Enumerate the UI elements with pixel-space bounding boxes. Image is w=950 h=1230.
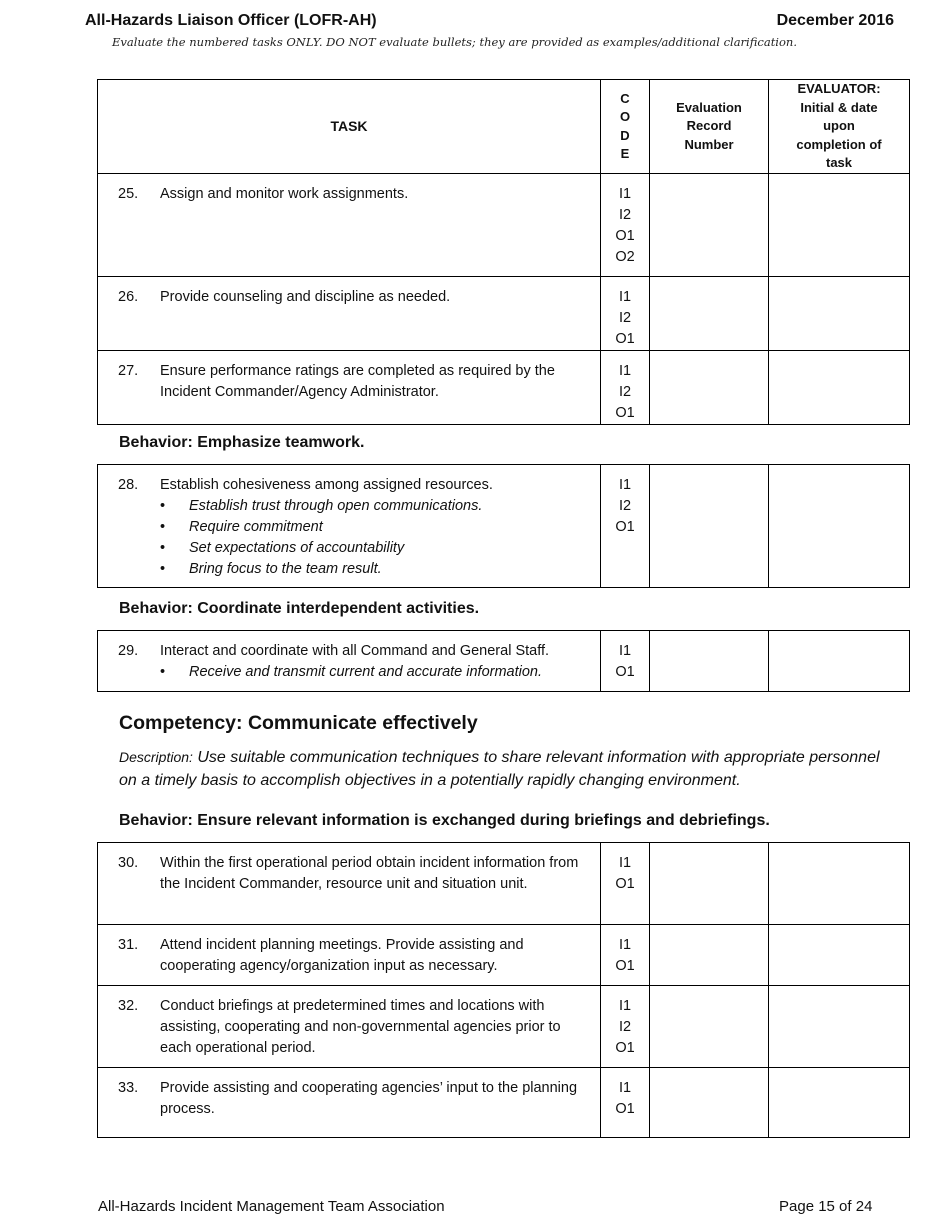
task-code: I1	[618, 363, 632, 379]
task-code: I1	[618, 186, 632, 202]
task-table-2	[97, 464, 910, 588]
competency-description	[119, 746, 889, 792]
eval-record-cell[interactable]	[650, 277, 769, 351]
description-text: Use suitable communication techniques to share relevant information with appropriate personnel on a timely basis to accomplish objectives in a potentially rapidly changing environment.	[119, 749, 880, 789]
evaluator-cell[interactable]	[769, 925, 910, 986]
task-number: 26.	[118, 289, 139, 305]
task-number: 28.	[118, 477, 139, 493]
task-number: 27.	[118, 363, 139, 379]
task-code: O1	[615, 1101, 635, 1117]
task-code: O1	[615, 1040, 635, 1056]
task-code: O1	[615, 876, 635, 892]
evaluator-cell[interactable]	[769, 843, 910, 925]
bullet-item: • Establish trust through open communications.	[160, 496, 592, 517]
task-table-4	[97, 842, 910, 1138]
task-bullets	[118, 496, 592, 580]
task-row-32	[98, 986, 910, 1068]
evaluator-cell[interactable]	[769, 986, 910, 1068]
code-letter: E	[620, 146, 630, 161]
task-text: Provide counseling and discipline as needed.	[160, 289, 451, 305]
task-number: 29.	[118, 643, 139, 659]
task-code: I1	[618, 998, 632, 1014]
evaluator-cell[interactable]	[769, 277, 910, 351]
task-text: Provide assisting and cooperating agencies’ input to the planning process.	[160, 1080, 578, 1117]
eval-record-cell[interactable]	[650, 1068, 769, 1138]
task-code: I1	[618, 1080, 632, 1096]
eval-record-cell[interactable]	[650, 925, 769, 986]
evaluator-cell[interactable]	[769, 631, 910, 692]
task-code: O1	[615, 405, 635, 421]
table-header-row	[98, 80, 910, 174]
task-code: I1	[618, 289, 632, 305]
task-code: O1	[615, 664, 635, 680]
code-column-header	[601, 80, 650, 174]
header-line: Initial & date	[800, 99, 878, 115]
task-text: Ensure performance ratings are completed as required by the Incident Commander/Agency Administrator.	[160, 363, 555, 400]
evaluator-cell[interactable]	[769, 1068, 910, 1138]
bullet-item: • Set expectations of accountability	[160, 538, 592, 559]
header-line: completion of	[796, 136, 882, 152]
task-text: Attend incident planning meetings. Provide assisting and cooperating agency/organization input as necessary.	[160, 937, 524, 974]
page-number: Page 15 of 24	[779, 1198, 873, 1215]
evaluation-note: Evaluate the numbered tasks ONLY. DO NOT evaluate bullets; they are provided as examples/additional clarification.	[112, 35, 797, 49]
task-code: I2	[618, 207, 632, 223]
task-text: Within the first operational period obtain incident information from the Incident Commander, resource unit and situation unit.	[160, 855, 579, 892]
task-text: Establish cohesiveness among assigned resources.	[160, 477, 493, 493]
task-column-header: TASK	[98, 80, 601, 174]
task-number: 25.	[118, 186, 139, 202]
task-text: Assign and monitor work assignments.	[160, 186, 409, 202]
eval-record-cell[interactable]	[650, 986, 769, 1068]
task-code: O2	[615, 249, 635, 265]
code-letter: C	[620, 90, 630, 106]
task-code: I2	[618, 384, 632, 400]
eval-record-cell[interactable]	[650, 465, 769, 588]
task-row-26	[98, 277, 910, 351]
task-code: I1	[618, 477, 632, 493]
header-line: Evaluation	[676, 99, 742, 115]
code-letter: D	[620, 127, 630, 143]
task-row-31	[98, 925, 910, 986]
evaluator-cell[interactable]	[769, 351, 910, 425]
eval-record-cell[interactable]	[650, 631, 769, 692]
header-line: task	[825, 155, 853, 171]
task-bullets	[118, 662, 592, 683]
task-row-25	[98, 174, 910, 277]
description-label: Description:	[119, 749, 193, 765]
behavior-heading: Behavior: Coordinate interdependent activities.	[119, 600, 480, 617]
eval-record-cell[interactable]	[650, 174, 769, 277]
task-code: O1	[615, 519, 635, 535]
task-row-30	[98, 843, 910, 925]
task-row-28	[98, 465, 910, 588]
document-title: All-Hazards Liaison Officer (LOFR-AH)	[85, 12, 377, 29]
task-code: I2	[618, 498, 632, 514]
task-code: O1	[615, 958, 635, 974]
task-table-3	[97, 630, 910, 692]
header-line: upon	[823, 118, 855, 134]
evaluator-cell[interactable]	[769, 465, 910, 588]
task-code: I2	[618, 1019, 632, 1035]
task-number: 33.	[118, 1080, 139, 1096]
task-code: O1	[615, 228, 635, 244]
task-row-33	[98, 1068, 910, 1138]
code-letter: O	[619, 109, 631, 124]
header-line: EVALUATOR:	[797, 81, 881, 97]
header-line: Number	[684, 136, 734, 152]
bullet-item: • Receive and transmit current and accurate information.	[160, 662, 592, 683]
evaluator-cell[interactable]	[769, 174, 910, 277]
behavior-heading: Behavior: Ensure relevant information is exchanged during briefings and debriefings.	[119, 812, 770, 829]
task-code: I1	[618, 855, 632, 871]
task-code: I2	[618, 310, 632, 326]
task-code: I1	[618, 937, 632, 953]
task-code: I1	[618, 643, 632, 659]
eval-record-column-header	[650, 80, 769, 174]
evaluator-column-header	[769, 80, 910, 174]
task-text: Interact and coordinate with all Command and General Staff.	[160, 643, 550, 659]
header-line: Record	[686, 118, 732, 134]
task-code: O1	[615, 331, 635, 347]
task-number: 31.	[118, 937, 139, 953]
eval-record-cell[interactable]	[650, 351, 769, 425]
footer-organization: All-Hazards Incident Management Team Association	[98, 1198, 445, 1215]
document-date: December 2016	[776, 12, 894, 29]
eval-record-cell[interactable]	[650, 843, 769, 925]
task-number: 30.	[118, 855, 139, 871]
bullet-item: • Require commitment	[160, 517, 592, 538]
task-table-1	[97, 79, 910, 425]
competency-heading: Competency: Communicate effectively	[119, 712, 478, 734]
bullet-item: • Bring focus to the team result.	[160, 559, 592, 580]
task-row-27	[98, 351, 910, 425]
task-row-29	[98, 631, 910, 692]
task-text: Conduct briefings at predetermined times and locations with assisting, cooperating and non-governmental agencies prior to each operational period.	[160, 998, 561, 1056]
task-number: 32.	[118, 998, 139, 1014]
behavior-heading: Behavior: Emphasize teamwork.	[119, 434, 365, 451]
